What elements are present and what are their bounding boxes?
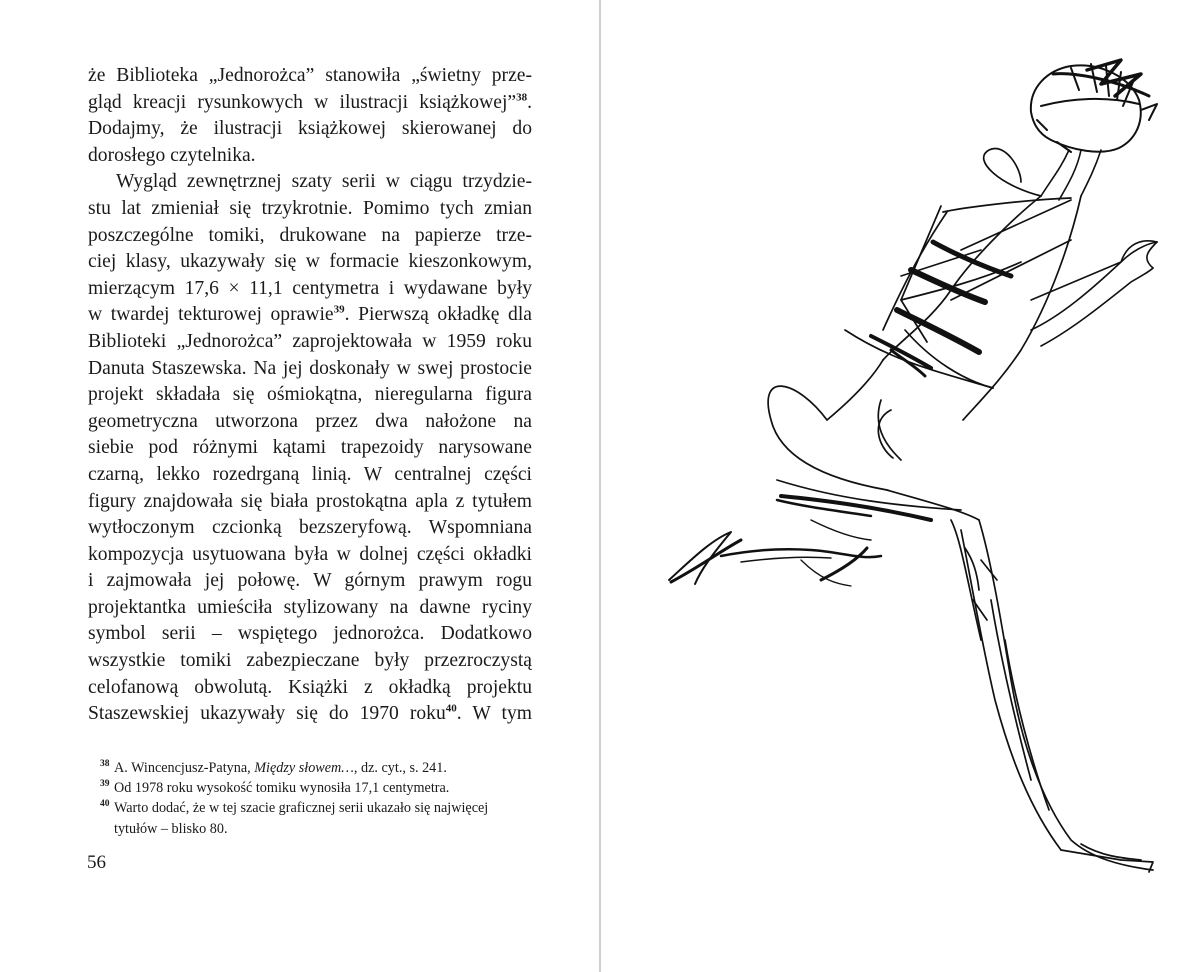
text-run: . Pierwszą okładkę dla [344, 304, 532, 326]
body-line [88, 462, 532, 489]
footnote [100, 758, 532, 778]
body-line [88, 196, 532, 223]
text-run: siebie pod różnymi kątami trapezoidy narysowane [88, 437, 532, 459]
head-sketch [1031, 60, 1157, 152]
body-line [88, 409, 532, 436]
text-run: Dodajmy, że ilustracji książkowej skierowanej do [88, 118, 532, 140]
text-run: kompozycja usytuowana była w dolnej części okładki [88, 543, 532, 565]
body-line [88, 143, 532, 170]
footnote-text: A. Wincencjusz-Patyna, [114, 760, 255, 776]
body-line [88, 249, 532, 276]
text-run: dorosłego czytelnika. [88, 144, 256, 166]
text-run: geometryczna utworzona przez dwa nałożone na [88, 410, 532, 432]
footnote-number: 38 [100, 759, 110, 769]
footnote-text: tytułów – blisko 80. [114, 820, 228, 837]
body-line [88, 90, 532, 117]
body-line [88, 223, 532, 250]
footnotes [100, 758, 532, 839]
footnote-text: Warto dodać, że w tej szacie graficznej serii ukazało się najwięcej [114, 800, 489, 817]
text-run: Staszewskiej ukazywały się do 1970 roku [88, 703, 446, 725]
body-line [88, 169, 532, 196]
footnote-number: 40 [100, 799, 110, 810]
body-line [88, 621, 532, 648]
body-line [88, 568, 532, 595]
leg-sketch [768, 386, 1153, 872]
text-run: że Biblioteka „Jednorożca” stanowiła „świetny prze- [88, 65, 532, 86]
text-run: wytłoczonym czcionką bezszeryfową. Wspomniana [88, 517, 532, 539]
body-line [88, 302, 532, 329]
footnote-ref: 39 [333, 303, 345, 316]
body-text [88, 63, 532, 728]
footnote-line [114, 778, 532, 798]
body-line [88, 515, 532, 542]
footnote-title: Między słowem… [254, 760, 354, 776]
right-page [601, 0, 1200, 972]
body-line [88, 382, 532, 409]
body-line [88, 542, 532, 569]
footnote-number: 39 [100, 779, 110, 790]
text-run: . [527, 91, 532, 113]
body-line [88, 648, 532, 675]
motion-strokes [669, 496, 931, 586]
text-run: celofanową obwolutą. Książki z okładką projektu [88, 676, 532, 698]
text-run: projektantka umieściła stylizowany na dawne ryciny [88, 596, 532, 618]
text-run: w twardej tekturowej oprawie [88, 304, 334, 326]
body-line [88, 595, 532, 622]
figure-sketch-illustration [601, 0, 1200, 972]
body-line [88, 435, 532, 462]
body-line [88, 329, 532, 356]
body-line [88, 489, 532, 516]
footnote [100, 778, 532, 798]
text-run: Danuta Staszewska. Na jej doskonały w swej prostocie [88, 357, 532, 379]
text-run: symbol serii – wspiętego jednorożca. Dodatkowo [88, 623, 532, 645]
text-run: ciej klasy, ukazywały się w formacie kieszonkowym, [88, 251, 532, 273]
footnote-ref: 40 [445, 702, 457, 715]
body-line [88, 63, 532, 90]
text-run: czarną, lekko rozedrganą linią. W centralnej części [88, 463, 532, 485]
body-line [88, 276, 532, 303]
body-line [88, 356, 532, 383]
text-run: Wygląd zewnętrznej szaty serii w ciągu trzydzie- [116, 171, 532, 193]
footnote-text: , dz. cyt., s. 241. [353, 760, 447, 776]
footnote-line [114, 819, 532, 839]
torso-sketch [827, 149, 1081, 420]
footnote [100, 798, 532, 838]
text-run: projekt składała się ośmiokątna, nieregularna figura [88, 384, 532, 406]
text-run: wszystkie tomiki zabezpieczane były przezroczystą [88, 650, 532, 672]
body-line [88, 116, 532, 143]
text-run: poszczególne tomiki, drukowane na papierze trze- [88, 224, 532, 246]
text-run: . W tym [456, 703, 532, 725]
body-line [88, 675, 532, 702]
body-line [88, 701, 532, 728]
neck-sketch [1041, 150, 1101, 200]
text-run: i zajmowała jej połowę. W górnym prawym rogu [88, 570, 532, 592]
text-run: Biblioteki „Jednorożca” zaprojektowała w 1959 roku [88, 330, 532, 352]
footnote-line [114, 798, 532, 818]
footnote-text: Od 1978 roku wysokość tomiku wynosiła 17,1 centymetra. [114, 780, 450, 797]
text-run: stu lat zmieniał się trzykrotnie. Pomimo tych zmian [88, 197, 532, 219]
footnote-ref: 38 [516, 91, 528, 104]
left-page [0, 0, 599, 972]
text-run: mierzącym 17,6 × 11,1 centymetra i wydawane były [88, 277, 532, 299]
footnote-line [114, 758, 532, 778]
text-run: gląd kreacji rysunkowych w ilustracji książkowej” [88, 91, 517, 113]
text-run: figury znajdowała się biała prostokątna apla z tytułem [88, 490, 532, 512]
page-number: 56 [87, 852, 106, 873]
